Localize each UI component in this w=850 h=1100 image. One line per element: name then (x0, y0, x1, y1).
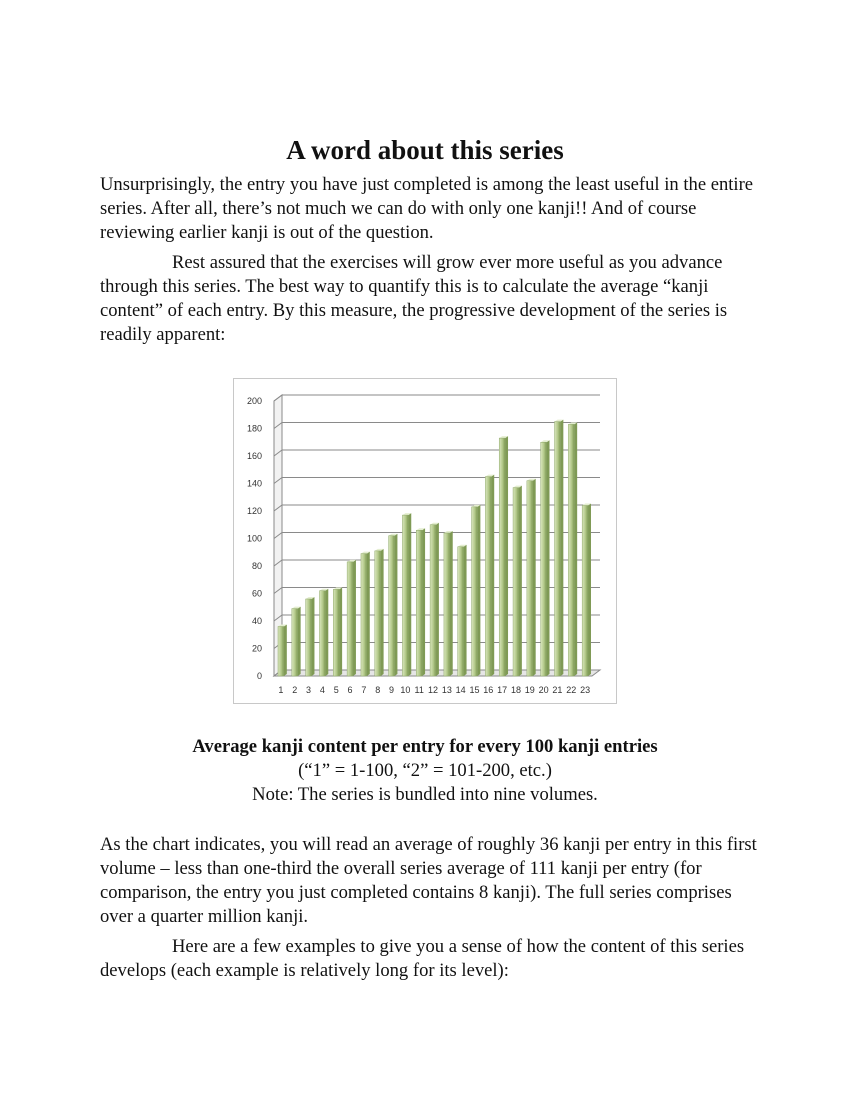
x-tick-label: 11 (414, 685, 424, 695)
bar-side (450, 531, 453, 676)
page-title: A word about this series (286, 135, 564, 165)
x-tick-label: 16 (483, 685, 494, 695)
bar (375, 551, 381, 676)
paragraph-examples-intro: Here are a few examples to give you a sense of how the content of this series develops (each example is relatively long for its level): (100, 936, 745, 981)
bar (472, 507, 478, 676)
bar-side (325, 589, 328, 676)
bar (499, 438, 505, 676)
x-tick-label: 5 (333, 685, 339, 695)
bar-side (381, 549, 384, 676)
chart-caption-range: (“1” = 1-100, “2” = 101-200, etc.) (298, 760, 552, 781)
x-tick-label: 4 (319, 685, 325, 695)
bar (430, 525, 436, 676)
x-tick-label: 1 (278, 685, 284, 695)
x-tick-label: 22 (566, 685, 577, 695)
chart-caption-note: Note: The series is bundled into nine volumes. (252, 784, 598, 805)
bar (513, 488, 519, 676)
bar (485, 477, 491, 676)
y-tick-label: 0 (256, 671, 262, 681)
bar-side (298, 607, 301, 676)
bar (361, 554, 367, 676)
y-tick-label: 40 (251, 616, 262, 626)
x-tick-label: 13 (441, 685, 452, 695)
paragraph-intro: Unsurprisingly, the entry you have just completed is among the least useful in the entire series. After all, there’s not much we can do with only one kanji!! And of course reviewing earlier kanji is out of the question. (100, 174, 754, 243)
bar-side (436, 523, 439, 676)
bar (292, 609, 298, 676)
bar-side (505, 436, 508, 676)
bar-side (311, 597, 314, 676)
bar (568, 424, 574, 676)
bar-side (353, 560, 356, 676)
bar (402, 515, 408, 676)
bar-side (560, 420, 563, 676)
bar (278, 627, 284, 677)
y-tick-label: 20 (251, 643, 262, 654)
y-tick-label: 200 (246, 396, 262, 406)
x-tick-label: 18 (510, 685, 521, 695)
y-tick-label: 60 (251, 588, 262, 599)
bar-side (477, 505, 480, 676)
bar-side (284, 625, 287, 677)
chart-canvas (234, 379, 616, 703)
bar-side (491, 475, 494, 676)
y-tick-label: 160 (246, 451, 262, 461)
bar (306, 599, 312, 676)
x-tick-label: 6 (347, 685, 353, 695)
bar-side (547, 440, 550, 676)
bar-side (519, 486, 522, 676)
bar-side (588, 504, 591, 677)
x-tick-label: 2 (292, 685, 298, 695)
x-tick-label: 9 (389, 685, 395, 695)
chart-caption-title: Average kanji content per entry for every 100 kanji entries (192, 736, 658, 757)
bar (555, 422, 561, 676)
bar-side (367, 552, 370, 676)
bar-side (408, 513, 411, 676)
y-tick-label: 180 (246, 423, 262, 434)
bar-side (422, 528, 425, 676)
x-tick-label: 3 (306, 685, 312, 695)
y-tick-label: 140 (246, 478, 262, 489)
x-tick-label: 7 (361, 685, 367, 695)
bar (444, 533, 450, 676)
gridline (274, 478, 600, 484)
x-tick-label: 17 (497, 685, 508, 695)
bar (527, 481, 533, 676)
gridline (274, 423, 600, 429)
bar (582, 506, 588, 677)
x-tick-label: 19 (524, 685, 535, 695)
x-tick-label: 15 (469, 685, 480, 695)
bar-side (339, 587, 342, 676)
x-tick-label: 12 (427, 685, 439, 695)
gridline (274, 505, 600, 511)
bar-side (464, 545, 467, 676)
bar (347, 562, 353, 676)
gridline (274, 450, 600, 456)
bar (333, 589, 339, 676)
y-tick-label: 80 (251, 561, 262, 571)
bar (389, 536, 395, 676)
gridline (274, 395, 600, 401)
bar-side (574, 422, 577, 676)
bar-side (394, 534, 397, 676)
paragraph-chart-summary: As the chart indicates, you will read an average of roughly 36 kanji per entry in this first volume – less than one-third the overall series average of 111 kanji per entry (for comparison, the entry you just completed contains 8 kanji). The full series comprises over a quarter million kanji. (100, 834, 757, 927)
x-tick-label: 10 (400, 685, 411, 695)
bar (458, 547, 464, 676)
y-tick-label: 100 (246, 533, 262, 544)
x-tick-label: 8 (375, 685, 381, 695)
bar (541, 442, 547, 676)
bar (416, 530, 422, 676)
x-tick-label: 21 (552, 685, 563, 695)
x-tick-label: 14 (455, 685, 466, 695)
x-tick-label: 20 (538, 685, 549, 695)
bar-side (533, 479, 536, 676)
kanji-content-chart (233, 378, 617, 704)
bar (319, 591, 325, 676)
y-tick-label: 120 (246, 506, 262, 516)
paragraph-quantify: Rest assured that the exercises will grow ever more useful as you advance through this series. The best way to quantify this is to calculate the average “kanji content” of each entry. By this measure, the progressive development of the series is readily apparent: (100, 252, 728, 345)
x-tick-label: 23 (580, 685, 591, 695)
